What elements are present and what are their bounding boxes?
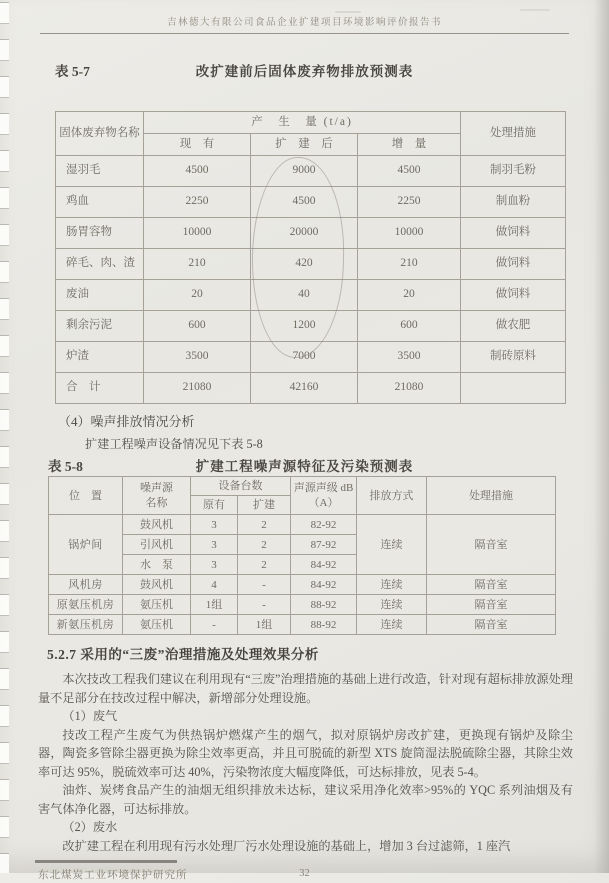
section527-paragraph-4: 改扩建工程在利用现有污水处理厂污水处理设施的基础上，增加 3 台过滤筛，1 座汽 bbox=[62, 838, 511, 853]
noise-expanded: 2 bbox=[238, 535, 291, 555]
noise-original: 4 bbox=[191, 575, 238, 595]
waste-name: 鸡血 bbox=[56, 186, 144, 217]
t58-header-expanded: 扩建 bbox=[238, 496, 291, 515]
noise-level: 88-92 bbox=[291, 595, 357, 615]
noise-source: 氨压机 bbox=[123, 615, 191, 635]
waste-name: 湿羽毛 bbox=[56, 155, 144, 186]
noise-source: 氨压机 bbox=[123, 595, 191, 615]
waste-increase: 600 bbox=[358, 310, 461, 341]
table57-title: 改扩建前后固体废弃物排放预测表 bbox=[195, 64, 414, 79]
table58-caption bbox=[40, 455, 569, 474]
noise-treatment: 隔音室 bbox=[427, 515, 556, 575]
t58-header-original: 原有 bbox=[191, 496, 238, 515]
waste-name: 肠胃容物 bbox=[56, 217, 144, 248]
waste-treatment: 做农肥 bbox=[461, 310, 566, 341]
waste-after: 20000 bbox=[251, 217, 358, 248]
t58-header-source-line2: 名称 bbox=[145, 496, 168, 509]
waste-existing: 3500 bbox=[144, 341, 251, 372]
footer-organization: 东北煤炭工业环境保护研究所 bbox=[38, 870, 188, 882]
noise-treatment: 隔音室 bbox=[427, 615, 556, 635]
table-row bbox=[49, 575, 556, 595]
noise-level: 84-92 bbox=[291, 555, 357, 575]
waste-treatment: 制血粉 bbox=[461, 186, 566, 217]
noise-treatment: 隔音室 bbox=[427, 575, 556, 595]
noise-source: 鼓风机 bbox=[123, 515, 191, 535]
noise-original: - bbox=[191, 615, 238, 635]
table-row-total bbox=[56, 372, 566, 403]
t57-header-name: 固体废弃物名称 bbox=[56, 112, 144, 156]
table-row bbox=[56, 217, 566, 248]
section527-heading: 5.2.7 采用的“三废”治理措施及处理效果分析 bbox=[47, 647, 319, 663]
waste-increase: 3500 bbox=[358, 341, 461, 372]
waste-after: 40 bbox=[251, 279, 358, 310]
t57-header-increase: 增 量 bbox=[358, 133, 461, 155]
waste-after: 1200 bbox=[251, 310, 358, 341]
waste-existing: 21080 bbox=[144, 372, 251, 403]
footer-divider bbox=[35, 860, 177, 863]
section4-intro: 扩建工程噪声设备情况见下表 5-8 bbox=[85, 436, 263, 451]
waste-name: 炉渣 bbox=[56, 341, 144, 372]
report-header-title: 吉林德大有限公司食品企业扩建项目环境影响评价报告书 bbox=[166, 18, 442, 28]
waste-increase: 4500 bbox=[358, 155, 461, 186]
table57-caption bbox=[40, 60, 569, 79]
t58-header-source bbox=[123, 476, 191, 515]
waste-after: 42160 bbox=[251, 372, 358, 403]
waste-after: 420 bbox=[251, 248, 358, 279]
solid-waste-table bbox=[55, 111, 566, 404]
waste-name: 剩余污泥 bbox=[56, 310, 144, 341]
waste-existing: 20 bbox=[144, 279, 251, 310]
noise-location: 锅炉间 bbox=[49, 515, 123, 575]
waste-existing: 600 bbox=[144, 310, 251, 341]
waste-treatment: 制砖原料 bbox=[461, 341, 566, 372]
waste-existing: 2250 bbox=[144, 186, 251, 217]
waste-increase: 21080 bbox=[358, 372, 461, 403]
waste-name: 合 计 bbox=[56, 372, 144, 403]
waste-increase: 20 bbox=[358, 279, 461, 310]
noise-level: 82-92 bbox=[291, 515, 357, 535]
noise-mode: 连续 bbox=[357, 595, 427, 615]
table-row bbox=[56, 186, 566, 217]
waste-name: 碎毛、肉、渣 bbox=[56, 248, 144, 279]
t58-header-location: 位 置 bbox=[49, 476, 123, 515]
noise-original: 3 bbox=[191, 515, 238, 535]
noise-level: 84-92 bbox=[291, 575, 357, 595]
noise-level: 88-92 bbox=[291, 615, 357, 635]
scan-speck bbox=[520, 9, 550, 11]
scan-speck bbox=[335, 11, 361, 13]
noise-original: 3 bbox=[191, 555, 238, 575]
noise-expanded: - bbox=[238, 575, 291, 595]
waste-increase: 2250 bbox=[358, 186, 461, 217]
noise-mode: 连续 bbox=[357, 575, 427, 595]
table-row bbox=[49, 515, 556, 535]
section527-subheading-water: （2）废水 bbox=[62, 820, 118, 835]
t57-header-after: 扩 建 后 bbox=[251, 133, 358, 155]
noise-location: 风机房 bbox=[49, 575, 123, 595]
waste-treatment: 制羽毛粉 bbox=[461, 155, 566, 186]
noise-mode: 连续 bbox=[357, 515, 427, 575]
table58-title: 扩建工程噪声源特征及污染预测表 bbox=[195, 458, 414, 474]
waste-treatment bbox=[461, 372, 566, 403]
report-header bbox=[40, 14, 569, 34]
table-row bbox=[49, 615, 556, 635]
t57-header-production: 产 生 量 (t/a) bbox=[144, 112, 461, 134]
page-footer bbox=[38, 867, 571, 883]
table-row bbox=[56, 310, 566, 341]
noise-expanded: 2 bbox=[238, 515, 291, 535]
section527-paragraph-3: 油炸、炭烤食品产生的油烟无组织排放未达标，建议采用净化效率>95%的 YQC 系列油烟及有害气体净化器，可达标排放。 bbox=[38, 783, 573, 816]
waste-name: 废油 bbox=[56, 279, 144, 310]
t58-header-level-line2: （A） bbox=[308, 496, 339, 509]
section4-heading: （4）噪声排放情况分析 bbox=[58, 413, 195, 429]
noise-original: 3 bbox=[191, 535, 238, 555]
noise-expanded: 2 bbox=[238, 555, 291, 575]
waste-treatment: 做饲料 bbox=[461, 279, 566, 310]
t58-header-device-count: 设备台数 bbox=[191, 476, 291, 495]
table-row bbox=[56, 279, 566, 310]
noise-location: 新氨压机房 bbox=[49, 615, 123, 635]
table-row bbox=[56, 248, 566, 279]
scan-edge-shadow bbox=[594, 0, 609, 873]
waste-existing: 4500 bbox=[144, 155, 251, 186]
waste-increase: 10000 bbox=[358, 217, 461, 248]
section527-subheading-gas: （1）废气 bbox=[62, 709, 118, 724]
t58-header-level-line1: 声源声级 dB bbox=[293, 482, 354, 495]
waste-treatment: 做饲料 bbox=[461, 248, 566, 279]
noise-original: 1组 bbox=[191, 595, 238, 615]
noise-expanded: 1组 bbox=[238, 615, 291, 635]
noise-source: 引风机 bbox=[123, 535, 191, 555]
t58-header-treatment: 处理措施 bbox=[427, 476, 556, 515]
table-row bbox=[49, 595, 556, 615]
noise-source: 水 泵 bbox=[123, 555, 191, 575]
waste-treatment: 做饲料 bbox=[461, 217, 566, 248]
footer-page-number: 32 bbox=[299, 868, 310, 880]
noise-mode: 连续 bbox=[357, 615, 427, 635]
t57-header-existing: 现 有 bbox=[144, 133, 251, 155]
noise-location: 原氨压机房 bbox=[49, 595, 123, 615]
noise-treatment: 隔音室 bbox=[427, 595, 556, 615]
waste-after: 9000 bbox=[251, 155, 358, 186]
table-row bbox=[56, 155, 566, 186]
t58-header-source-line1: 噪声源 bbox=[140, 482, 173, 495]
table57-label: 表 5-7 bbox=[55, 64, 90, 79]
table-row bbox=[56, 341, 566, 372]
waste-increase: 210 bbox=[358, 248, 461, 279]
noise-level: 87-92 bbox=[291, 535, 357, 555]
t58-header-level bbox=[291, 476, 357, 515]
waste-existing: 10000 bbox=[144, 217, 251, 248]
table58-label: 表 5-8 bbox=[48, 458, 83, 474]
section527-paragraph-1: 本次技改工程我们建议在利用现有“三废”治理措施的基础上进行改造，针对现有超标排放源处理量不足部分在技改过程中解决，新增部分处理设施。 bbox=[38, 672, 573, 705]
section527-paragraph-2: 技改工程产生废气为供热锅炉燃煤产生的烟气，拟对原锅炉房改扩建，更换现有锅炉及除尘器，陶瓷多管除尘器更换为除尘效率更高，并且可脱硫的新型 XTS 旋筒湿法脱硫除尘器，其除尘效率可达 95%，脱硫效率可达 40%，污染物浓度大幅度降低，可达标排放，见表 5-4。 bbox=[38, 727, 573, 779]
waste-after: 7000 bbox=[251, 341, 358, 372]
noise-expanded: - bbox=[238, 595, 291, 615]
binding-perforation-strip bbox=[0, 2, 9, 873]
t58-header-mode: 排放方式 bbox=[357, 476, 427, 515]
noise-source-table bbox=[48, 476, 556, 636]
waste-after: 4500 bbox=[251, 186, 358, 217]
noise-source: 鼓风机 bbox=[123, 575, 191, 595]
t57-header-treatment: 处理措施 bbox=[461, 112, 566, 156]
waste-existing: 210 bbox=[144, 248, 251, 279]
